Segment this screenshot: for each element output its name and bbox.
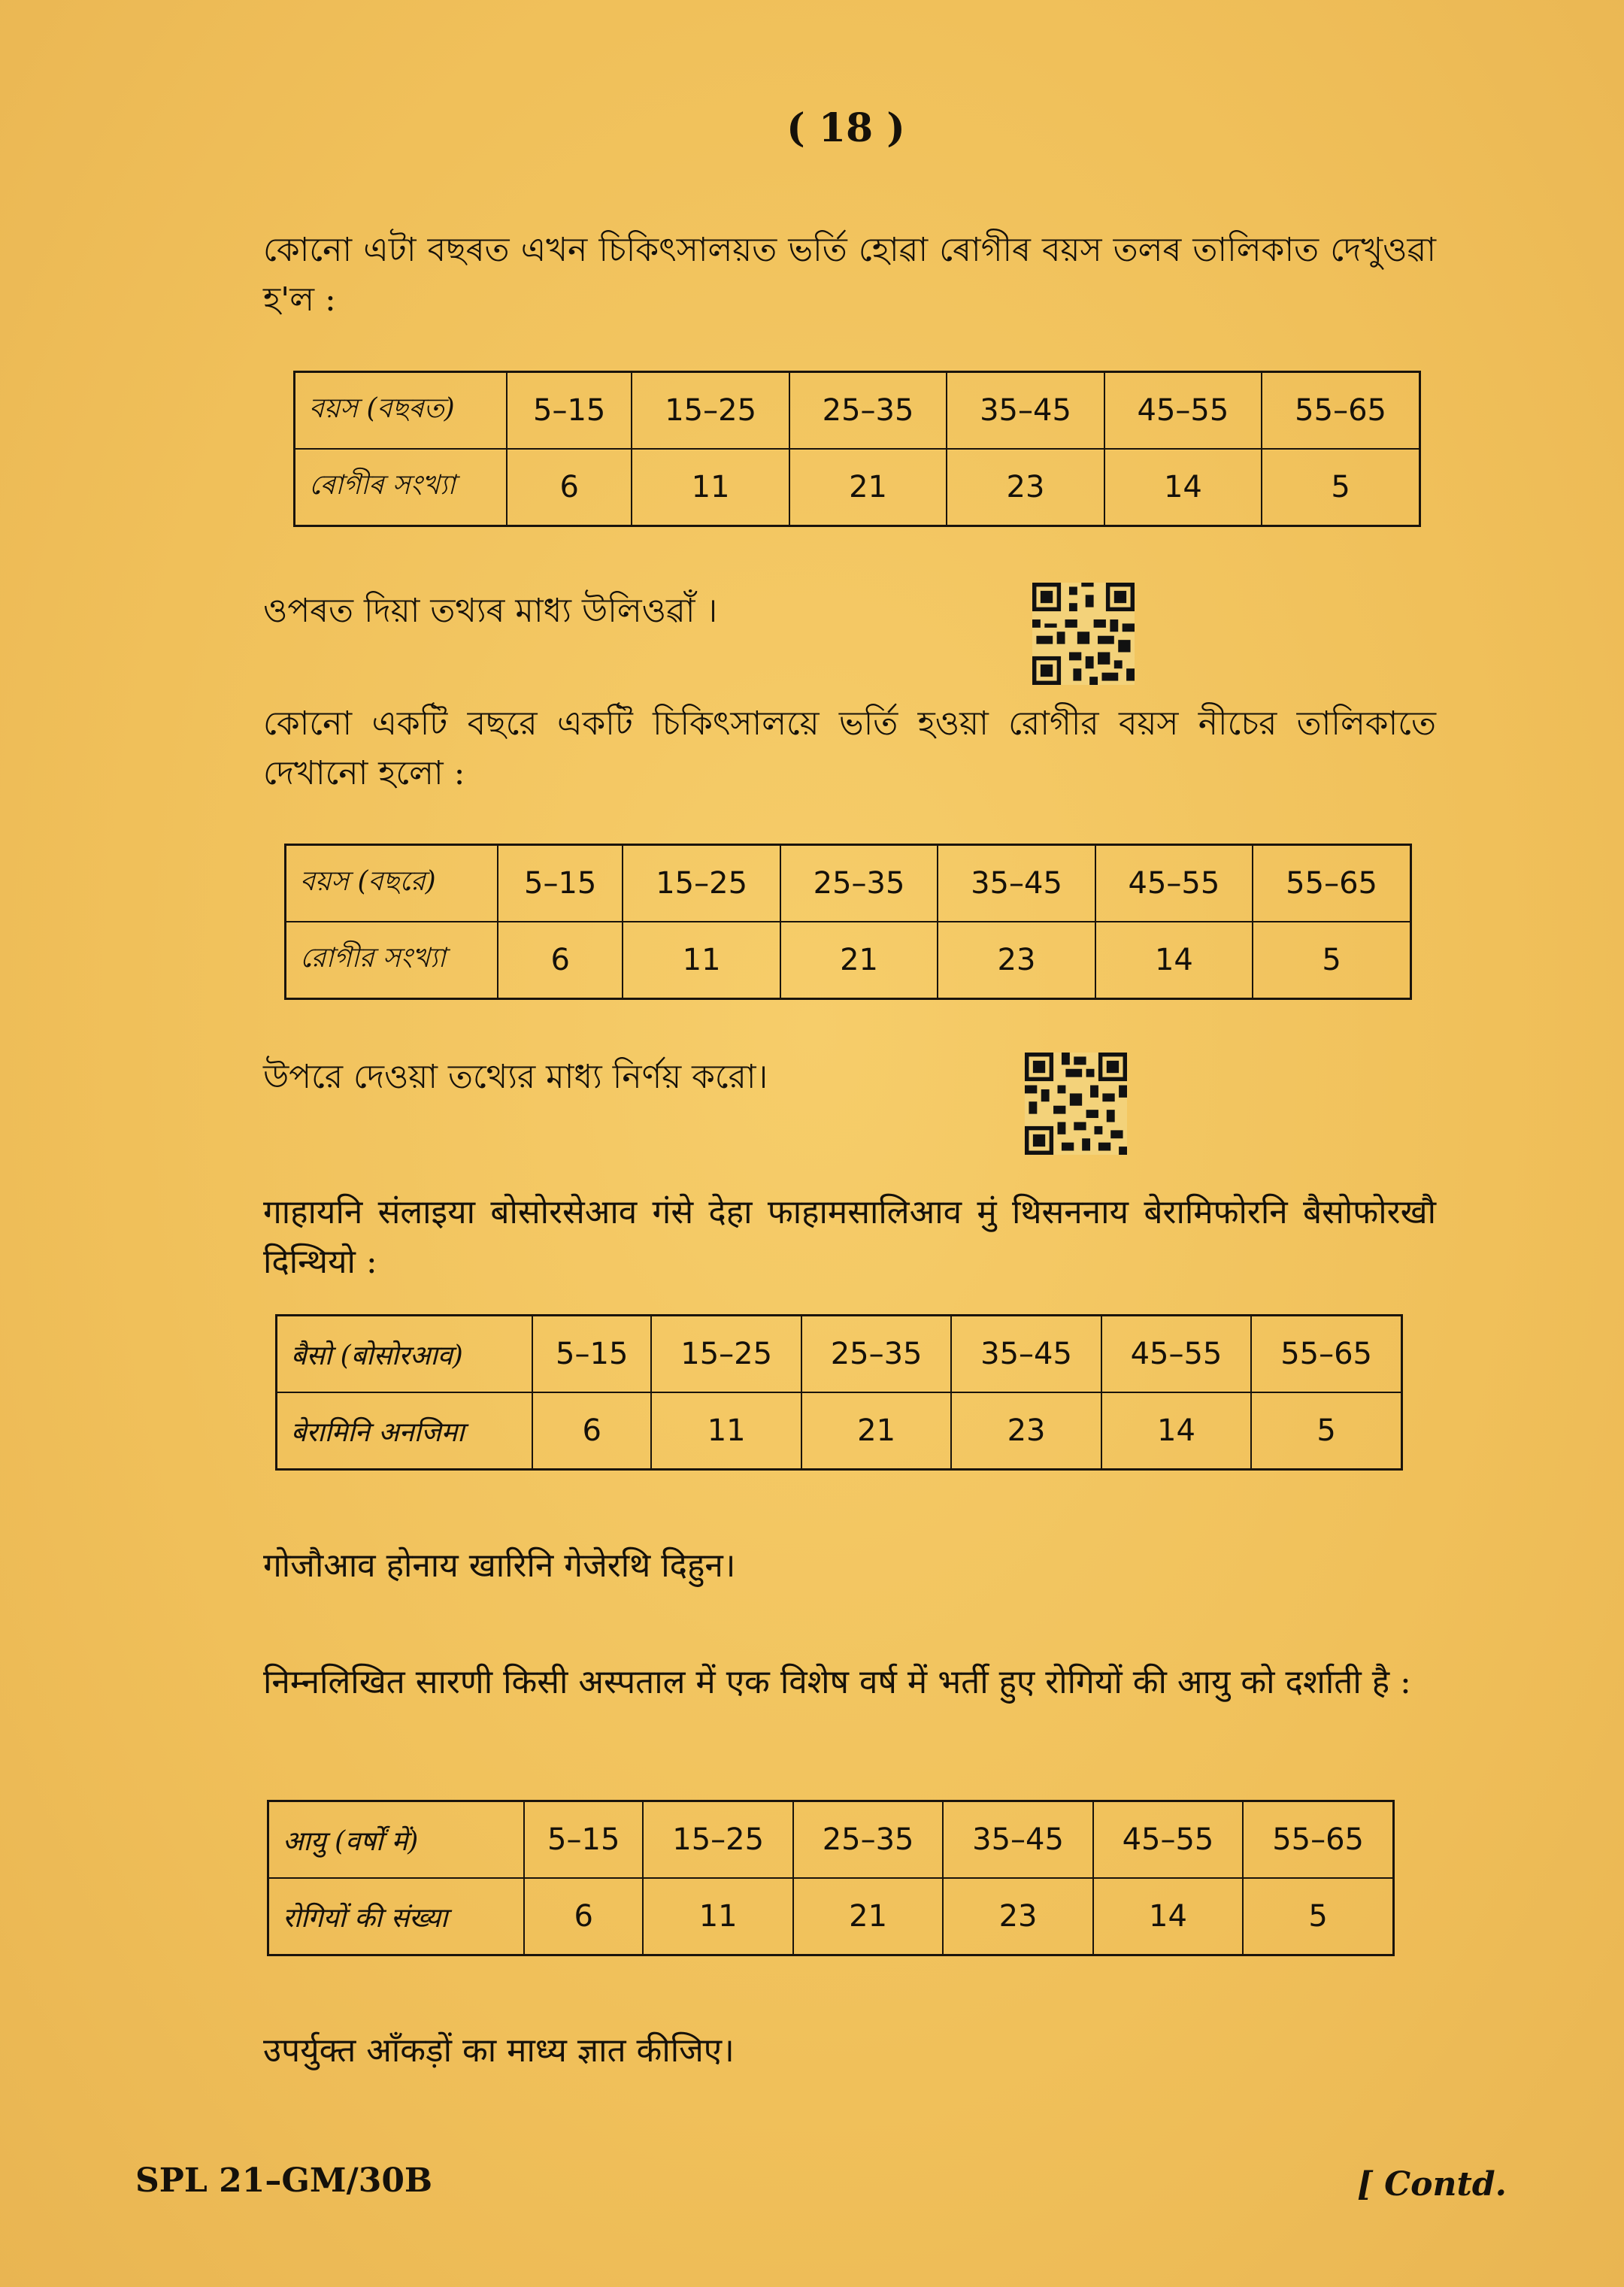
count-cell: 6 <box>532 1392 651 1470</box>
assamese-question: ওপৰত দিয়া তথ্যৰ মাধ্য উলিওৱাঁ । <box>263 592 718 630</box>
range-cell: 5–15 <box>524 1801 643 1879</box>
range-cell: 25–35 <box>801 1316 951 1393</box>
table-row <box>295 372 1420 450</box>
range-cell: 15–25 <box>651 1316 801 1393</box>
range-cell: 15–25 <box>623 845 780 922</box>
age-header: বয়স (বছৰত) <box>295 372 508 450</box>
hindi-table <box>267 1800 1395 1956</box>
range-cell: 15–25 <box>643 1801 792 1879</box>
table-row <box>286 922 1411 999</box>
range-cell: 45–55 <box>1095 845 1253 922</box>
age-header: आयु (वर्षों में) <box>268 1801 525 1879</box>
count-cell: 23 <box>951 1392 1101 1470</box>
count-header: ৰোগীৰ সংখ্যা <box>295 449 508 526</box>
count-cell: 5 <box>1253 922 1410 999</box>
paper-code: SPL 21–GM/30B <box>135 2161 433 2200</box>
range-cell: 45–55 <box>1101 1316 1251 1393</box>
count-cell: 21 <box>793 1878 943 1955</box>
count-header: बेरामिनि अनजिमा <box>277 1392 533 1470</box>
table-row <box>295 449 1420 526</box>
count-cell: 14 <box>1104 449 1262 526</box>
range-cell: 55–65 <box>1253 845 1410 922</box>
range-cell: 5–15 <box>507 372 632 450</box>
continued-note: [ Contd. <box>1357 2165 1507 2204</box>
page-number: ( 18 ) <box>786 105 905 151</box>
bodo-question: गोजौआव होनाय खारिनि गेजेरथि दिहुन। <box>263 1546 736 1585</box>
count-header: रोगियों की संख्या <box>268 1878 525 1955</box>
range-cell: 35–45 <box>951 1316 1101 1393</box>
count-cell: 14 <box>1093 1878 1243 1955</box>
range-cell: 15–25 <box>632 372 789 450</box>
bengali-table <box>284 844 1412 1000</box>
hindi-intro: निम्नलिखित सारणी किसी अस्पताल में एक विशेष वर्ष में भर्ती हुए रोगियों की आयु को दर्शाती है : <box>263 1663 1411 1701</box>
range-cell: 25–35 <box>780 845 938 922</box>
count-cell: 6 <box>524 1878 643 1955</box>
age-header: বয়স (বছরে) <box>286 845 498 922</box>
range-cell: 35–45 <box>943 1801 1092 1879</box>
table-row <box>277 1316 1402 1393</box>
count-cell: 6 <box>507 449 632 526</box>
range-cell: 45–55 <box>1093 1801 1243 1879</box>
age-header: बैसो (बोसोरआव) <box>277 1316 533 1393</box>
count-cell: 5 <box>1262 449 1419 526</box>
range-cell: 45–55 <box>1104 372 1262 450</box>
range-cell: 35–45 <box>938 845 1095 922</box>
qr-code-icon <box>1032 583 1135 685</box>
count-cell: 23 <box>947 449 1104 526</box>
count-cell: 11 <box>632 449 789 526</box>
count-cell: 21 <box>789 449 947 526</box>
range-cell: 55–65 <box>1243 1801 1393 1879</box>
count-cell: 5 <box>1243 1878 1393 1955</box>
bengali-question: উপরে দেওয়া তথ্যের মাধ্য নির্ণয় করো। <box>263 1058 768 1096</box>
count-cell: 14 <box>1101 1392 1251 1470</box>
range-cell: 5–15 <box>532 1316 651 1393</box>
bodo-intro: गाहायनि संलाइया बोसोरसेआव गंसे देहा फाहामसालिआव मुं थिसननाय बेरामिफोरनि बैसोफोरखौ दिन्थियो : <box>263 1193 1436 1281</box>
count-header: রোগীর সংখ্যা <box>286 922 498 999</box>
assamese-table <box>293 371 1421 527</box>
count-cell: 11 <box>643 1878 792 1955</box>
table-row <box>268 1801 1394 1879</box>
qr-code-icon <box>1025 1053 1127 1155</box>
count-cell: 5 <box>1251 1392 1401 1470</box>
table-row <box>286 845 1411 922</box>
range-cell: 55–65 <box>1251 1316 1401 1393</box>
range-cell: 55–65 <box>1262 372 1419 450</box>
table-row <box>277 1392 1402 1470</box>
table-row <box>268 1878 1394 1955</box>
bengali-intro: কোনো একটি বছরে একটি চিকিৎসালয়ে ভর্তি হওয়া রোগীর বয়স নীচের তালিকাতে দেখানো হলো : <box>263 704 1436 792</box>
count-cell: 11 <box>623 922 780 999</box>
count-cell: 14 <box>1095 922 1253 999</box>
count-cell: 23 <box>943 1878 1092 1955</box>
hindi-question: उपर्युक्त आँकड़ों का माध्य ज्ञात कीजिए। <box>263 2031 735 2070</box>
range-cell: 25–35 <box>789 372 947 450</box>
range-cell: 35–45 <box>947 372 1104 450</box>
range-cell: 5–15 <box>498 845 623 922</box>
range-cell: 25–35 <box>793 1801 943 1879</box>
bodo-table <box>275 1314 1403 1471</box>
assamese-intro: কোনো এটা বছৰত এখন চিকিৎসালয়ত ভৰ্তি হোৱা ৰোগীৰ বয়স তলৰ তালিকাত দেখুওৱা হ'ল : <box>263 231 1436 319</box>
count-cell: 23 <box>938 922 1095 999</box>
count-cell: 6 <box>498 922 623 999</box>
count-cell: 21 <box>780 922 938 999</box>
count-cell: 21 <box>801 1392 951 1470</box>
count-cell: 11 <box>651 1392 801 1470</box>
